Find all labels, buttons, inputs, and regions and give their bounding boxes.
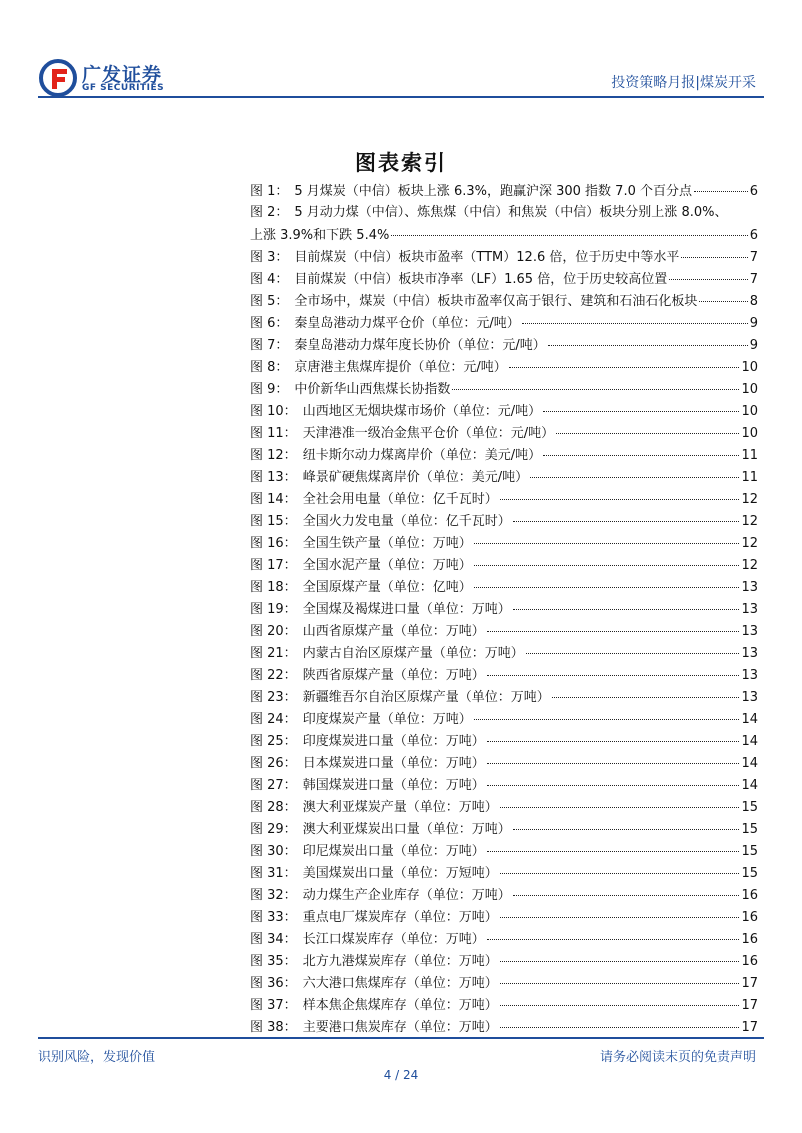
- toc-leader-dots: [391, 235, 747, 236]
- toc-leader-dots: [543, 455, 739, 456]
- toc-figure-number: 图 9：: [250, 382, 289, 397]
- toc-entry[interactable]: [250, 554, 758, 576]
- toc-figure-number: 图 25：: [250, 734, 297, 749]
- toc-leader-dots: [500, 499, 740, 500]
- toc-figure-title: 韩国煤炭进口量（单位：万吨）: [302, 778, 485, 793]
- toc-figure-title: 山西省原煤产量（单位：万吨）: [302, 624, 485, 639]
- toc-figure-title: 峰景矿硬焦煤离岸价（单位：美元/吨）: [302, 470, 529, 485]
- report-type: 投资策略月报|煤炭开采: [611, 75, 756, 91]
- toc-figure-title: 印度煤炭产量（单位：万吨）: [302, 712, 472, 727]
- toc-figure-title: 印度煤炭进口量（单位：万吨）: [302, 734, 485, 749]
- header-divider: [38, 96, 764, 98]
- toc-entry[interactable]: [250, 642, 758, 664]
- toc-page-number: 16: [741, 954, 758, 969]
- toc-figure-title: 中价新华山西焦煤长协指数: [294, 382, 451, 397]
- toc-page-number: 10: [741, 360, 758, 375]
- toc-figure-number: 图 15：: [250, 514, 297, 529]
- toc-leader-dots: [552, 697, 740, 698]
- toc-figure-number: 图 8：: [250, 360, 289, 375]
- toc-entry[interactable]: [250, 686, 758, 708]
- toc-figure-number: 图 7：: [250, 338, 289, 353]
- toc-figure-title: 印尼煤炭出口量（单位：万吨）: [302, 844, 485, 859]
- toc-entry[interactable]: [250, 378, 758, 400]
- toc-page-number: 7: [749, 250, 758, 265]
- toc-entry[interactable]: [250, 246, 758, 268]
- toc-figure-number: 图 24：: [250, 712, 297, 727]
- toc-entry[interactable]: [250, 488, 758, 510]
- toc-figure-number: 图 38：: [250, 1020, 297, 1035]
- toc-figure-number: 图 11：: [250, 426, 297, 441]
- toc-page-number: 13: [741, 668, 758, 683]
- toc-figure-number: 图 18：: [250, 580, 297, 595]
- toc-figure-number: 图 32：: [250, 888, 297, 903]
- toc-leader-dots: [500, 983, 740, 984]
- toc-entry[interactable]: [250, 950, 758, 972]
- toc-entry[interactable]: [250, 818, 758, 840]
- toc-figure-title: 重点电厂煤炭库存（单位：万吨）: [302, 910, 498, 925]
- toc-leader-dots: [500, 917, 740, 918]
- toc-leader-dots: [681, 257, 747, 258]
- toc-entry[interactable]: [250, 444, 758, 466]
- toc-page-number: 13: [741, 690, 758, 705]
- toc-entry[interactable]: [250, 972, 758, 994]
- toc-figure-title: 陕西省原煤产量（单位：万吨）: [302, 668, 485, 683]
- toc-figure-title: 目前煤炭（中信）板块市盈率（TTM）12.6 倍，位于历史中等水平: [294, 250, 680, 265]
- toc-page-number: 6: [749, 184, 758, 199]
- toc-leader-dots: [487, 939, 740, 940]
- footer-slogan: 识别风险，发现价值: [38, 1050, 156, 1065]
- toc-figure-title: 全国火力发电量（单位：亿千瓦时）: [302, 514, 511, 529]
- toc-figure-title: 全国水泥产量（单位：万吨）: [302, 558, 472, 573]
- toc-figure-number: 图 30：: [250, 844, 297, 859]
- toc-figure-title: 澳大利亚煤炭产量（单位：万吨）: [302, 800, 498, 815]
- toc-page-number: 11: [741, 470, 758, 485]
- toc-figure-number: 图 27：: [250, 778, 297, 793]
- toc-entry[interactable]: [250, 774, 758, 796]
- toc-figure-number: 图 33：: [250, 910, 297, 925]
- toc-leader-dots: [487, 851, 740, 852]
- toc-figure-number: 图 36：: [250, 976, 297, 991]
- toc-leader-dots: [487, 763, 740, 764]
- toc-entry[interactable]: [250, 906, 758, 928]
- toc-figure-title-cont: 上涨 3.9%和下跌 5.4%: [250, 228, 390, 243]
- toc-entry[interactable]: [250, 840, 758, 862]
- toc-figure-number: 图 4：: [250, 272, 289, 287]
- toc-entry[interactable]: [250, 708, 758, 730]
- toc-figure-title: 全社会用电量（单位：亿千瓦时）: [302, 492, 498, 507]
- toc-leader-dots: [513, 895, 740, 896]
- toc-page-number: 17: [741, 998, 758, 1013]
- toc-entry[interactable]: [250, 620, 758, 642]
- toc-page-number: 9: [749, 338, 758, 353]
- toc-leader-dots: [530, 477, 739, 478]
- toc-page-number: 14: [741, 734, 758, 749]
- toc-figure-number: 图 5：: [250, 294, 289, 309]
- toc-leader-dots: [487, 631, 740, 632]
- toc-figure-title: 秦皇岛港动力煤年度长协价（单位：元/吨）: [294, 338, 546, 353]
- toc-leader-dots: [474, 719, 740, 720]
- footer-divider: [38, 1037, 764, 1039]
- toc-page-number: 6: [749, 228, 758, 243]
- toc-page-number: 12: [741, 536, 758, 551]
- toc-entry[interactable]: [250, 290, 758, 312]
- toc-figure-number: 图 26：: [250, 756, 297, 771]
- toc-figure-title: 主要港口焦炭库存（单位：万吨）: [302, 1020, 498, 1035]
- page-number: 4 / 24: [383, 1068, 419, 1082]
- toc-entry[interactable]: [250, 400, 758, 422]
- toc-figure-title: 澳大利亚煤炭出口量（单位：万吨）: [302, 822, 511, 837]
- toc-leader-dots: [487, 675, 740, 676]
- logo-text-en: GF SECURITIES: [82, 83, 165, 93]
- toc-leader-dots: [474, 587, 740, 588]
- toc-leader-dots: [452, 389, 739, 390]
- toc-figure-title: 新疆维吾尔自治区原煤产量（单位：万吨）: [302, 690, 550, 705]
- toc-entry[interactable]: [250, 202, 758, 246]
- toc-figure-title: 美国煤炭出口量（单位：万短吨）: [302, 866, 498, 881]
- toc-figure-title: 内蒙古自治区原煤产量（单位：万吨）: [302, 646, 524, 661]
- toc-figure-number: 图 12：: [250, 448, 297, 463]
- toc-figure-title: 目前煤炭（中信）板块市净率（LF）1.65 倍，位于历史较高位置: [294, 272, 668, 287]
- toc-page-number: 12: [741, 558, 758, 573]
- toc-figure-title: 纽卡斯尔动力煤离岸价（单位：美元/吨）: [302, 448, 542, 463]
- toc-figure-title: 日本煤炭进口量（单位：万吨）: [302, 756, 485, 771]
- toc-entry[interactable]: [250, 576, 758, 598]
- toc-figure-title: 天津港准一级冶金焦平仓价（单位：元/吨）: [302, 426, 555, 441]
- toc-figure-number: 图 14：: [250, 492, 297, 507]
- toc-leader-dots: [522, 323, 748, 324]
- toc-page-number: 13: [741, 602, 758, 617]
- toc-leader-dots: [513, 609, 740, 610]
- toc-entry[interactable]: [250, 510, 758, 532]
- toc-page-number: 13: [741, 624, 758, 639]
- toc-figure-title: 京唐港主焦煤库提价（单位：元/吨）: [294, 360, 507, 375]
- toc-entry[interactable]: [250, 1016, 758, 1038]
- toc-leader-dots: [500, 1027, 740, 1028]
- toc-leader-dots: [694, 191, 748, 192]
- toc-leader-dots: [474, 543, 740, 544]
- toc-leader-dots: [513, 521, 740, 522]
- toc-leader-dots: [548, 345, 748, 346]
- toc-figure-number: 图 13：: [250, 470, 297, 485]
- toc-entry[interactable]: [250, 796, 758, 818]
- toc-entry[interactable]: [250, 180, 758, 202]
- toc-page-number: 10: [741, 426, 758, 441]
- toc-figure-title: 山西地区无烟块煤市场价（单位：元/吨）: [302, 404, 542, 419]
- toc-figure-title: 样本焦企焦煤库存（单位：万吨）: [302, 998, 498, 1013]
- toc-figure-number: 图 2：: [250, 205, 289, 220]
- toc-figure-number: 图 34：: [250, 932, 297, 947]
- toc-page-number: 14: [741, 712, 758, 727]
- toc-page-number: 8: [749, 294, 758, 309]
- toc-figure-title: 全国煤及褐煤进口量（单位：万吨）: [302, 602, 511, 617]
- toc-figure-title: 全市场中，煤炭（中信）板块市盈率仅高于银行、建筑和石油石化板块: [294, 294, 698, 309]
- toc-figure-number: 图 21：: [250, 646, 297, 661]
- toc-figure-title: 5 月动力煤（中信）、炼焦煤（中信）和焦炭（中信）板块分别上涨 8.0%、: [294, 205, 728, 220]
- toc-entry[interactable]: [250, 334, 758, 356]
- toc-page-number: 16: [741, 932, 758, 947]
- toc-entry[interactable]: [250, 994, 758, 1016]
- toc-page-number: 12: [741, 492, 758, 507]
- toc-page-number: 16: [741, 888, 758, 903]
- toc-leader-dots: [487, 741, 740, 742]
- toc-figure-number: 图 3：: [250, 250, 289, 265]
- toc-entry[interactable]: [250, 730, 758, 752]
- toc-leader-dots: [699, 301, 747, 302]
- toc-figure-title: 全国原煤产量（单位：亿吨）: [302, 580, 472, 595]
- toc-figure-title: 动力煤生产企业库存（单位：万吨）: [302, 888, 511, 903]
- toc-page-number: 7: [749, 272, 758, 287]
- toc-page-number: 10: [741, 382, 758, 397]
- toc-figure-number: 图 1：: [250, 184, 289, 199]
- toc-page-number: 17: [741, 976, 758, 991]
- toc-page-number: 15: [741, 800, 758, 815]
- toc-page-number: 15: [741, 866, 758, 881]
- toc-leader-dots: [513, 829, 740, 830]
- toc-figure-number: 图 6：: [250, 316, 289, 331]
- toc-page-number: 16: [741, 910, 758, 925]
- toc-page-number: 10: [741, 404, 758, 419]
- toc-entry[interactable]: [250, 532, 758, 554]
- toc-leader-dots: [500, 1005, 740, 1006]
- toc-page-number: 14: [741, 778, 758, 793]
- toc-figure-title: 秦皇岛港动力煤平仓价（单位：元/吨）: [294, 316, 520, 331]
- toc-leader-dots: [556, 433, 739, 434]
- toc-leader-dots: [487, 785, 740, 786]
- company-logo: [38, 58, 188, 98]
- toc-figure-number: 图 37：: [250, 998, 297, 1013]
- toc-page-number: 12: [741, 514, 758, 529]
- toc-page-number: 13: [741, 580, 758, 595]
- toc-entry[interactable]: [250, 466, 758, 488]
- figure-index-list: [250, 180, 758, 1038]
- toc-page-number: 14: [741, 756, 758, 771]
- toc-page-number: 11: [741, 448, 758, 463]
- toc-page-number: 15: [741, 844, 758, 859]
- logo-text-cn: 广发证券: [82, 64, 163, 86]
- toc-figure-title: 长江口煤炭库存（单位：万吨）: [302, 932, 485, 947]
- toc-figure-title: 六大港口焦煤库存（单位：万吨）: [302, 976, 498, 991]
- toc-figure-number: 图 28：: [250, 800, 297, 815]
- toc-figure-title: 5 月煤炭（中信）板块上涨 6.3%，跑赢沪深 300 指数 7.0 个百分点: [294, 184, 692, 199]
- toc-page-number: 17: [741, 1020, 758, 1035]
- toc-leader-dots: [474, 565, 740, 566]
- footer-disclaimer: 请务必阅读末页的免责声明: [599, 1050, 756, 1065]
- toc-entry[interactable]: [250, 422, 758, 444]
- toc-page-number: 13: [741, 646, 758, 661]
- toc-figure-number: 图 16：: [250, 536, 297, 551]
- toc-leader-dots: [526, 653, 740, 654]
- toc-leader-dots: [500, 873, 740, 874]
- toc-figure-number: 图 20：: [250, 624, 297, 639]
- toc-entry[interactable]: [250, 268, 758, 290]
- toc-figure-number: 图 29：: [250, 822, 297, 837]
- toc-figure-number: 图 31：: [250, 866, 297, 881]
- toc-entry[interactable]: [250, 598, 758, 620]
- toc-figure-number: 图 19：: [250, 602, 297, 617]
- toc-figure-number: 图 35：: [250, 954, 297, 969]
- toc-entry[interactable]: [250, 752, 758, 774]
- toc-figure-number: 图 23：: [250, 690, 297, 705]
- toc-leader-dots: [669, 279, 748, 280]
- toc-entry[interactable]: [250, 884, 758, 906]
- toc-page-number: 9: [749, 316, 758, 331]
- toc-leader-dots: [509, 367, 740, 368]
- toc-entry[interactable]: [250, 928, 758, 950]
- toc-figure-title: 全国生铁产量（单位：万吨）: [302, 536, 472, 551]
- toc-leader-dots: [500, 807, 740, 808]
- toc-entry[interactable]: [250, 664, 758, 686]
- toc-leader-dots: [500, 961, 740, 962]
- toc-leader-dots: [543, 411, 739, 412]
- toc-figure-title: 北方九港煤炭库存（单位：万吨）: [302, 954, 498, 969]
- toc-entry[interactable]: [250, 356, 758, 378]
- toc-figure-number: 图 17：: [250, 558, 297, 573]
- toc-figure-number: 图 10：: [250, 404, 297, 419]
- toc-entry[interactable]: [250, 862, 758, 884]
- toc-entry[interactable]: [250, 312, 758, 334]
- toc-page-number: 15: [741, 822, 758, 837]
- page-title: 图表索引: [355, 151, 447, 175]
- gf-logo-icon: [38, 58, 78, 98]
- toc-figure-number: 图 22：: [250, 668, 297, 683]
